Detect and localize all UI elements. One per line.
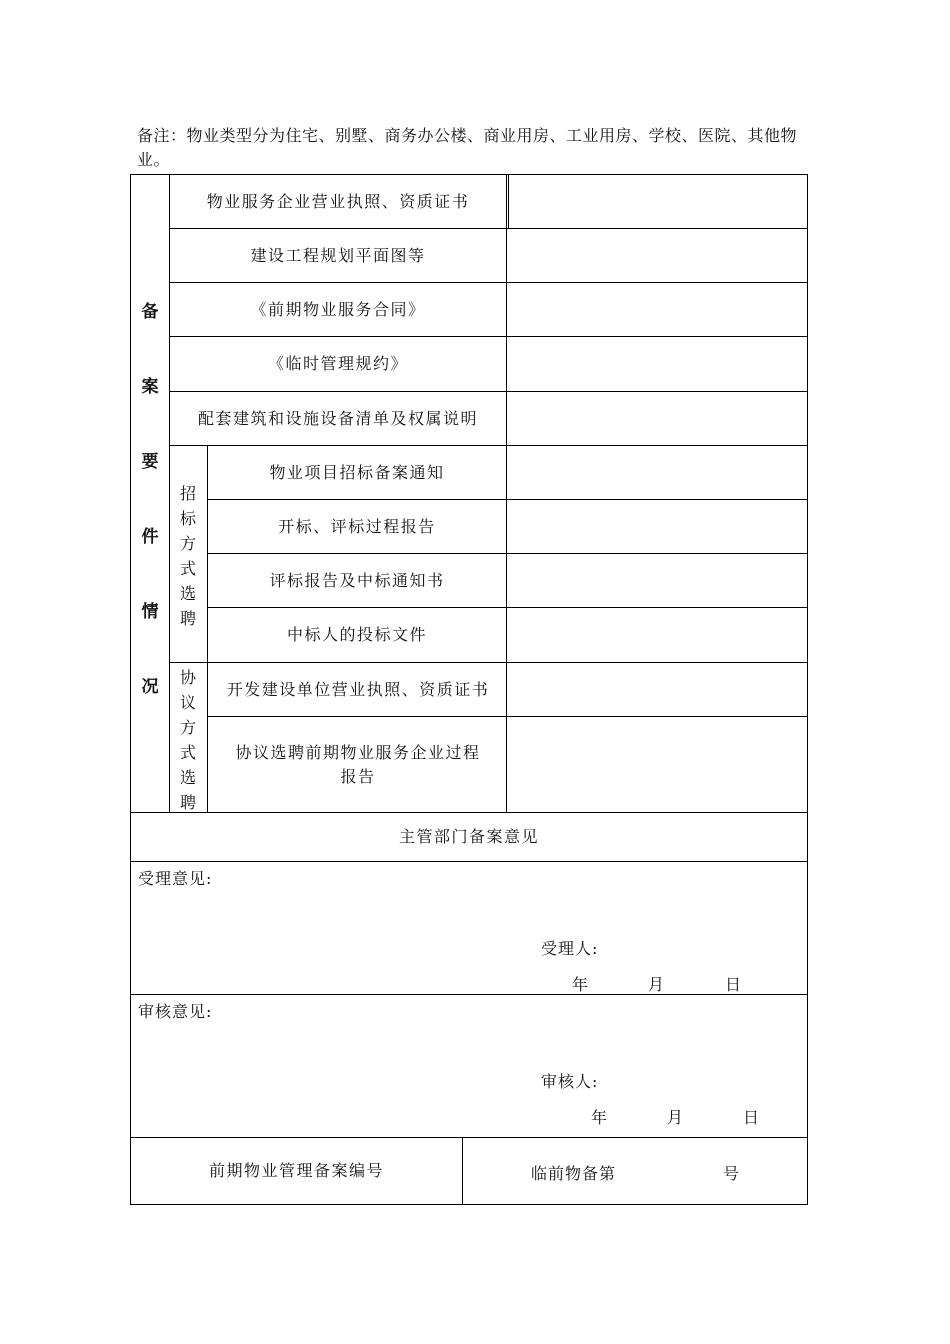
agreement-method-label: 协 议 方 式 选 聘 <box>179 668 196 812</box>
tender-method-label: 招 标 方 式 选 聘 <box>179 484 196 628</box>
form-note: 备注：物业类型分为住宅、别墅、商务办公楼、商业用房、工业用房、学校、医院、其他物业。 <box>137 126 798 169</box>
section-label-char: 情 <box>141 602 159 622</box>
tender-item-bid-documents: 中标人的投标文件 <box>286 625 427 644</box>
tender-item-award-notice: 评标报告及中标通知书 <box>269 570 445 590</box>
item-temporary-rules: 《临时管理规约》 <box>267 354 408 373</box>
tender-item-notice: 物业项目招标备案通知 <box>269 462 445 482</box>
section-label-char: 况 <box>141 677 159 697</box>
review-year-label: 年 <box>591 1108 609 1127</box>
review-month-label: 月 <box>667 1108 685 1127</box>
tender-item-process-report: 开标、评标过程报告 <box>278 516 436 536</box>
record-number-prefix: 临前物备第 <box>531 1164 617 1183</box>
record-number-label: 前期物业管理备案编号 <box>208 1161 384 1180</box>
item-facilities-list: 配套建筑和设施设备清单及权属说明 <box>197 408 478 428</box>
agreement-item-developer-license: 开发建设单位营业执照、资质证书 <box>226 679 490 699</box>
section-label-char: 备 <box>141 302 159 322</box>
item-business-license: 物业服务企业营业执照、资质证书 <box>206 191 470 211</box>
acceptance-person-label: 受理人: <box>541 939 599 958</box>
review-person-label: 审核人: <box>541 1072 599 1091</box>
review-day-label: 日 <box>743 1108 761 1127</box>
agreement-item-selection-report: 协议选聘前期物业服务企业过程报告 <box>235 742 481 786</box>
acceptance-opinion-label: 受理意见: <box>138 869 213 888</box>
acceptance-month-label: 月 <box>648 975 666 994</box>
acceptance-year-label: 年 <box>572 975 590 994</box>
section-label-char: 要 <box>141 452 159 472</box>
acceptance-day-label: 日 <box>725 975 743 994</box>
dept-opinion-title: 主管部门备案意见 <box>398 827 539 846</box>
section-label-char: 案 <box>141 377 159 397</box>
review-opinion-label: 审核意见: <box>138 1002 213 1021</box>
section-label-char: 件 <box>141 527 159 547</box>
item-planning-drawing: 建设工程规划平面图等 <box>250 245 426 265</box>
record-number-suffix: 号 <box>723 1164 741 1183</box>
item-service-contract: 《前期物业服务合同》 <box>250 299 426 319</box>
